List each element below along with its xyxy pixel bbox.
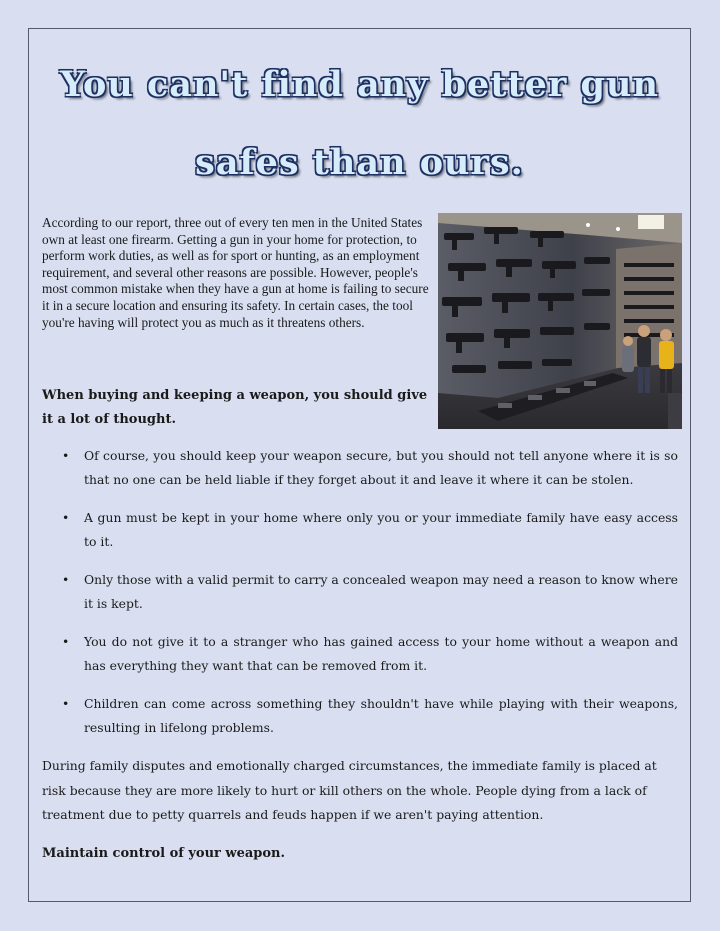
- list-item-text: A gun must be kept in your home where only you or your immediate family have easy access to it.: [84, 510, 678, 549]
- closing-heading: Maintain control of your weapon.: [42, 846, 286, 861]
- risk-paragraph: During family disputes and emotionally charged circumstances, the immediate family is placed at risk because they are more likely to hurt or kill others on the whole. People dying from a lack of treatment due to petty quarrels and feuds happen if we aren't paying attention.: [42, 758, 657, 822]
- list-item-text: You do not give it to a stranger who has gained access to your home without a weapon and has everything they want that can be removed from it.: [84, 634, 678, 673]
- section-subheading: When buying and keeping a weapon, you should give it a lot of thought.: [42, 388, 428, 427]
- bullet-icon: •: [62, 510, 70, 525]
- list-item-text: Children can come across something they shouldn't have while playing with their weapons, resulting in lifelong problems.: [84, 696, 678, 735]
- bullet-icon: •: [62, 696, 70, 711]
- bullet-icon: •: [62, 448, 70, 463]
- bullet-icon: •: [62, 572, 70, 587]
- list-item: [62, 692, 678, 740]
- list-item: [62, 444, 678, 492]
- photo-illustration: [438, 213, 682, 429]
- intro-paragraph: According to our report, three out of every ten men in the United States own at least one firearm. Getting a gun in your home for protection, to perform work duties, as well as for sport or hunting, as an employment requirement, and several other reasons are possible. However, people's most common mistake when they have a gun at home is failing to secure it in a secure location and ensuring its safety. In certain cases, the tool you're having will protect you as much as it threatens others.: [42, 215, 429, 330]
- list-item: [62, 506, 678, 554]
- gun-wall-display-photo: [438, 213, 682, 429]
- bullet-icon: •: [62, 634, 70, 649]
- list-item-text: Only those with a valid permit to carry a concealed weapon may need a reason to know where it is kept.: [84, 572, 678, 611]
- list-item-text: Of course, you should keep your weapon secure, but you should not tell anyone where it is so that no one can be held liable if they forget about it and leave it where it can be stolen.: [84, 448, 678, 487]
- page-title-line-2: safes than ours.: [195, 142, 524, 183]
- page-title-line-1: You can't find any better gun: [60, 64, 659, 105]
- list-item: [62, 568, 678, 616]
- advice-list: [62, 444, 678, 754]
- list-item: [62, 630, 678, 678]
